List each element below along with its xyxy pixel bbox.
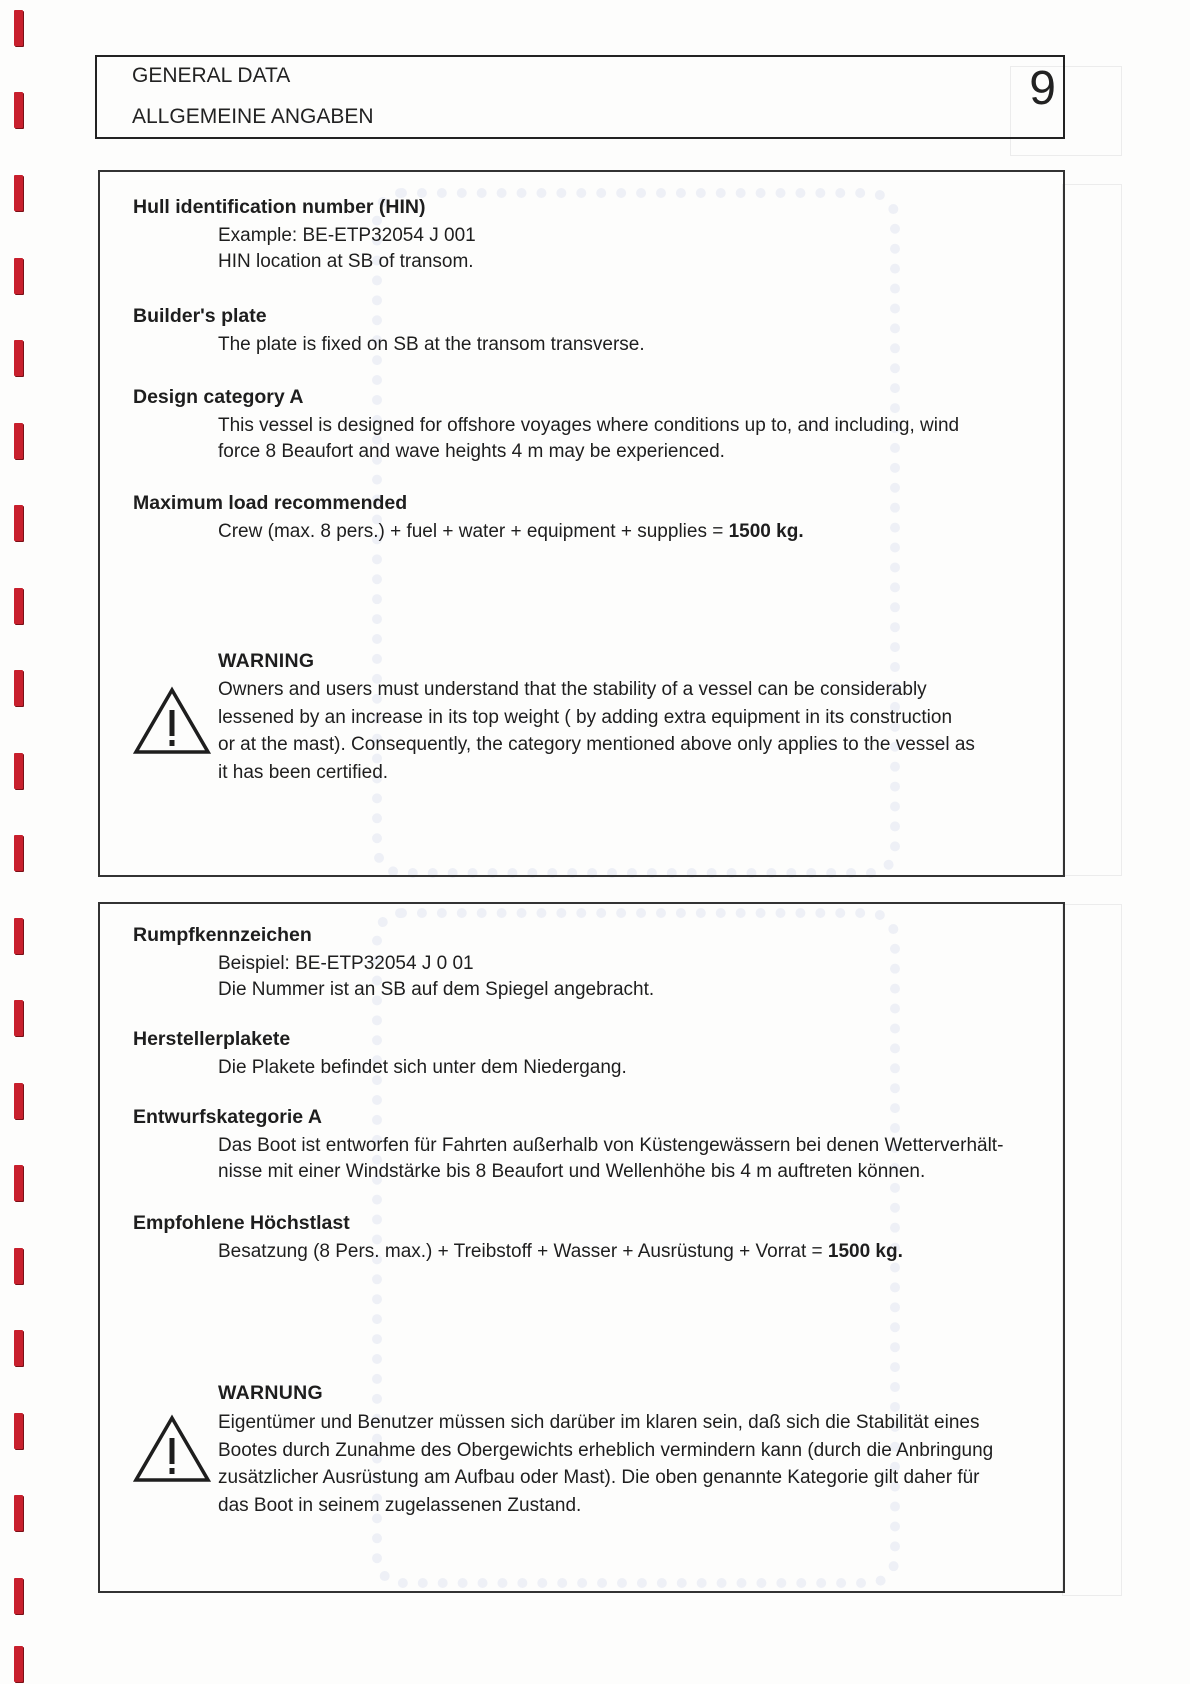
hin-example: Example: BE-ETP32054 J 001 [218,225,476,246]
binding-tab [14,588,23,624]
warning-line: Owners and users must understand that the stability of a vessel can be considerably [218,679,927,700]
builders-plate-heading: Builder's plate [133,305,267,327]
builders-plate-text-de: Die Plakete befindet sich unter dem Niedergang. [218,1057,627,1078]
max-load-value-de: 1500 kg. [827,1241,903,1262]
hin-location: HIN location at SB of transom. [218,251,474,272]
design-category-line1: This vessel is designed for offshore voyages where conditions up to, and including, wind [218,415,960,436]
binding-strip [14,0,24,1684]
hin-heading-de: Rumpfkennzeichen [133,924,312,946]
binding-tab [14,1248,23,1284]
warning-line: Eigentümer und Benutzer müssen sich darüber im klaren sein, daß sich die Stabilität eines [218,1412,980,1433]
design-category-line2-de: nisse mit einer Windstärke bis 8 Beaufort und Wellenhöhe bis 4 m auftreten können. [218,1161,926,1182]
binding-tab [14,175,23,211]
warning-line: zusätzlicher Ausrüstung am Aufbau oder Mast). Die oben genannte Kategorie gilt daher für [218,1467,980,1488]
warning-line: lessened by an increase in its top weight ( by adding extra equipment in its construction [218,706,953,728]
binding-tab [14,10,23,46]
max-load-heading: Maximum load recommended [133,492,408,514]
max-load-formula: Crew (max. 8 pers.) + fuel + water + equipment + supplies = [218,521,729,542]
page-number: 9 [1029,62,1056,115]
binding-tab [14,1000,23,1036]
binding-tab [14,340,23,376]
binding-tab [14,1646,23,1682]
max-load-formula-de: Besatzung (8 Pers. max.) + Treibstoff + Wasser + Ausrüstung + Vorrat = [218,1241,828,1262]
warning-body-de [218,1409,1048,1519]
warning-title: WARNING [218,650,315,672]
design-category-heading-de: Entwurfskategorie A [133,1106,322,1128]
warning-line: it has been certified. [218,761,389,783]
warning-line: or at the mast). Consequently, the category mentioned above only applies to the vessel as [218,734,975,755]
binding-tab [14,1578,23,1614]
builders-plate-text: The plate is fixed on SB at the transom transverse. [218,334,645,355]
hin-location-de: Die Nummer ist an SB auf dem Spiegel angebracht. [218,979,655,1000]
hin-heading: Hull identification number (HIN) [133,196,426,218]
english-section-panel [98,170,1065,877]
binding-tab [14,423,23,459]
design-category-line2: force 8 Beaufort and wave heights 4 m may be experienced. [218,441,725,462]
binding-tab [14,1165,23,1201]
design-category-heading: Design category A [133,386,304,408]
warning-line: das Boot in seinem zugelassenen Zustand. [218,1494,582,1516]
warning-triangle-icon [133,686,211,756]
binding-tab [14,1083,23,1119]
binding-tab [14,835,23,871]
binding-tab [14,1330,23,1366]
page-header [95,55,1065,139]
binding-tab [14,753,23,789]
warning-triangle-icon [133,1414,211,1484]
binding-tab [14,1495,23,1531]
german-section-panel [98,902,1065,1593]
binding-tab [14,505,23,541]
warning-line: Bootes durch Zunahme des Obergewichts erheblich vermindern kann (durch die Anbringung [218,1439,994,1461]
show-through-box [1062,184,1122,876]
warning-body [218,676,1048,786]
binding-tab [14,918,23,954]
max-load-value: 1500 kg. [728,521,804,542]
builders-plate-heading-de: Herstellerplakete [133,1028,291,1050]
max-load-heading-de: Empfohlene Höchstlast [133,1212,350,1234]
binding-tab [14,1413,23,1449]
hin-example-de: Beispiel: BE-ETP32054 J 0 01 [218,953,474,974]
design-category-line1-de: Das Boot ist entworfen für Fahrten außerhalb von Küstengewässern bei denen Wetterverhält- [218,1135,1004,1156]
binding-tab [14,670,23,706]
warning-title-de: WARNUNG [218,1382,324,1404]
binding-tab [14,92,23,128]
header-title-english: GENERAL DATA [132,64,291,87]
max-load-text-de [218,1239,1048,1265]
binding-tab [14,258,23,294]
show-through-box [1062,904,1122,1596]
header-title-german: ALLGEMEINE ANGABEN [132,105,374,128]
max-load-text [218,519,1048,545]
